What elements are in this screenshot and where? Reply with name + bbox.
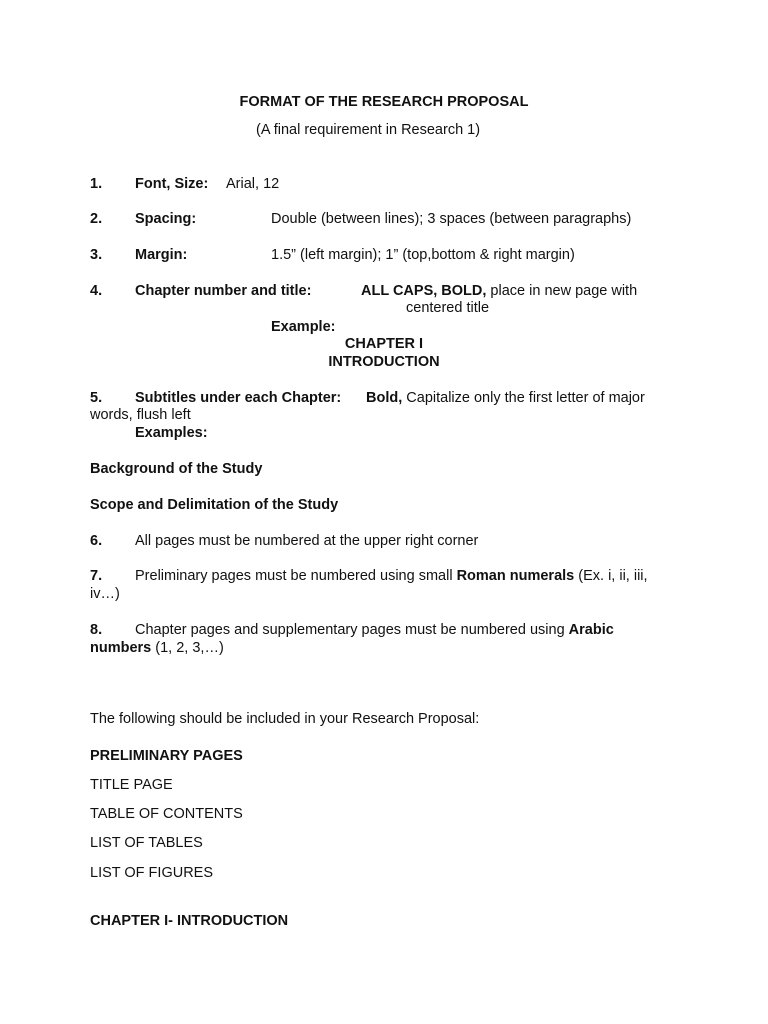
item-7-text-pre: Preliminary pages must be numbered using small [135, 568, 457, 584]
item-6-number: 6. [90, 533, 103, 549]
item-4-number: 4. [90, 283, 103, 299]
item-8-line2-bold: numbers [90, 640, 152, 656]
document-title: FORMAT OF THE RESEARCH PROPOSAL [239, 94, 529, 110]
item-7-text-post: (Ex. i, ii, iii, [574, 568, 648, 584]
item-4-value [361, 282, 637, 300]
example-subtitle-scope: Scope and Delimitation of the Study [90, 497, 339, 513]
item-8-number: 8. [90, 622, 103, 638]
prelim-item-list-of-figures: LIST OF FIGURES [90, 865, 214, 881]
item-7-text-bold: Roman numerals [456, 568, 575, 584]
item-8-text-line2 [90, 639, 224, 657]
item-2-number: 2. [90, 211, 103, 227]
item-5-value [366, 389, 645, 407]
preliminary-pages-heading: PRELIMINARY PAGES [90, 748, 243, 764]
item-5-label: Subtitles under each Chapter: [135, 390, 342, 406]
item-4-example-label: Example: [271, 319, 336, 335]
item-8-text-bold: Arabic [568, 622, 614, 638]
chapter-1-heading: CHAPTER I- INTRODUCTION [90, 913, 289, 929]
item-5-value-line2: words, flush left [90, 407, 191, 423]
item-2-label: Spacing: [135, 211, 197, 227]
included-intro: The following should be included in your Research Proposal: [90, 711, 480, 727]
example-subtitle-background: Background of the Study [90, 461, 263, 477]
item-3-value: 1.5” (left margin); 1” (top,bottom & right margin) [271, 247, 575, 263]
item-1-value: Arial, 12 [226, 176, 280, 192]
prelim-item-title-page: TITLE PAGE [90, 777, 173, 793]
item-7-number: 7. [90, 568, 103, 584]
item-8-text [135, 621, 614, 639]
item-5-number: 5. [90, 390, 103, 406]
item-7-text [135, 567, 648, 585]
item-1-number: 1. [90, 176, 103, 192]
prelim-item-list-of-tables: LIST OF TABLES [90, 835, 203, 851]
item-3-number: 3. [90, 247, 103, 263]
item-1-label: Font, Size: [135, 176, 209, 192]
item-5-examples-label: Examples: [135, 425, 208, 441]
item-8-line2-rest: (1, 2, 3,…) [151, 640, 224, 656]
item-7-text-line2: iv…) [90, 586, 120, 602]
item-4-value-bold: ALL CAPS, BOLD, [361, 283, 487, 299]
item-4-value-line2: centered title [406, 300, 490, 316]
item-5-value-bold: Bold, [366, 390, 403, 406]
item-6-text: All pages must be numbered at the upper right corner [135, 533, 479, 549]
item-4-label: Chapter number and title: [135, 283, 312, 299]
item-2-value: Double (between lines); 3 spaces (between paragraphs) [271, 211, 632, 227]
item-8-text-pre: Chapter pages and supplementary pages must be numbered using [135, 622, 569, 638]
document-subtitle: (A final requirement in Research 1) [256, 122, 481, 138]
item-3-label: Margin: [135, 247, 188, 263]
example-chapter-title: INTRODUCTION [328, 354, 440, 370]
example-chapter-number: CHAPTER I [344, 336, 424, 352]
prelim-item-table-of-contents: TABLE OF CONTENTS [90, 806, 243, 822]
item-4-value-rest: place in new page with [486, 283, 638, 299]
item-5-value-rest: Capitalize only the first letter of major [402, 390, 645, 406]
